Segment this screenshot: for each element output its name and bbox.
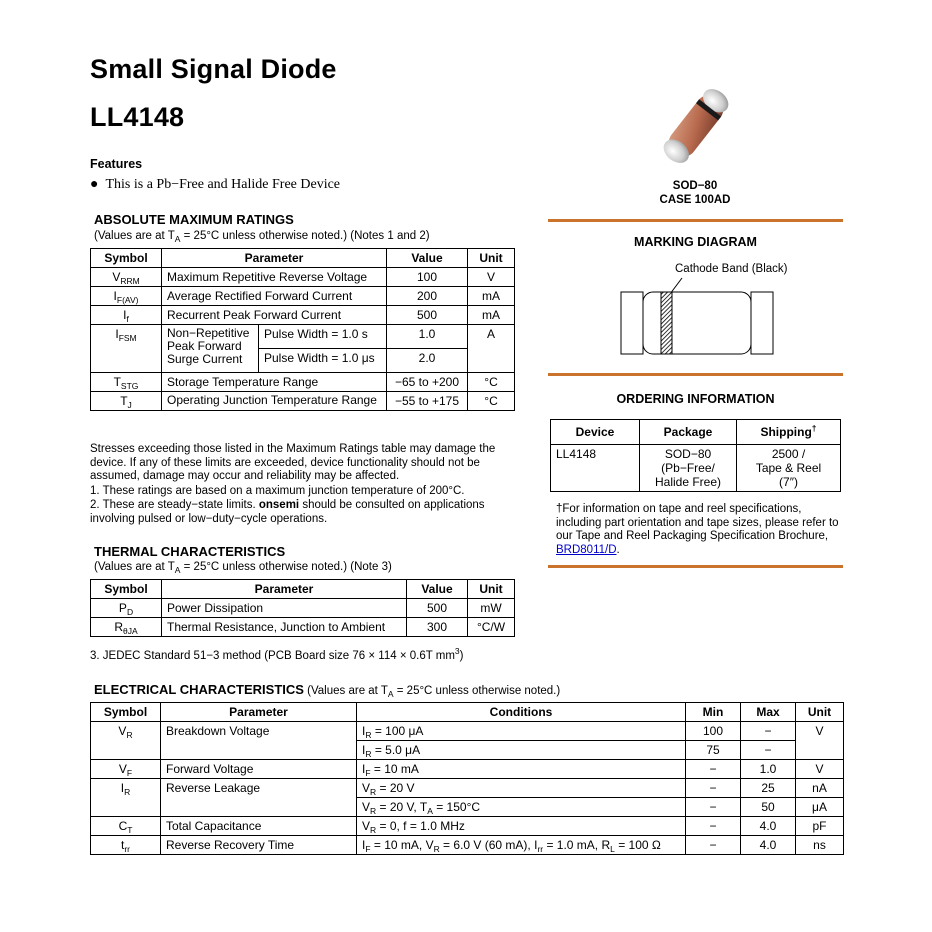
table-row: $P_D$ Power Dissipation 500 mW xyxy=(91,599,515,618)
features-heading: Features xyxy=(90,157,143,171)
thermal-title: THERMAL CHARACTERISTICS xyxy=(94,544,286,559)
table-row: $V_R$ Breakdown Voltage $I_R = 100$ μA 100 − V xyxy=(91,722,844,741)
divider xyxy=(548,565,843,568)
table-row: $t_{rr}$ Reverse Recovery Time $I_F = 10$ mA, $V_R = 6.0$ V (60 mA), $I_{rr} = 1.0$ mA, $R_L = 100$ Ω − 4.0 ns xyxy=(91,836,844,855)
table-row: LL4148 SOD−80 (Pb−Free/ Halide Free) 2500 / Tape & Reel (7″) xyxy=(551,445,841,492)
table-row: $I_{FSM}$ Non−Repetitive Peak Forward Surge Current Pulse Width = 1.0 s 1.0 A xyxy=(91,325,515,349)
table-row: $I_f$ Recurrent Peak Forward Current 500 mA xyxy=(91,306,515,325)
package-caption: SOD−80 CASE 100AD xyxy=(659,180,731,206)
marking-title: MARKING DIAGRAM xyxy=(634,235,757,249)
table-row: $R_{\theta JA}$ Thermal Resistance, Junction to Ambient 300 °C/W xyxy=(91,618,515,637)
table-row: $V_F$ Forward Voltage $I_F = 10$ mA − 1.0 V xyxy=(91,760,844,779)
table-row: $I_R$ Reverse Leakage $V_R = 20$ V − 25 nA xyxy=(91,779,844,798)
divider xyxy=(548,219,843,222)
table-row: $V_{RRM}$ Maximum Repetitive Reverse Voltage 100 V xyxy=(91,268,515,287)
page-title: Small Signal Diode xyxy=(90,54,337,84)
sod80-package-image xyxy=(648,88,744,164)
ordering-table: Device Package Shipping† LL4148 SOD−80 (Pb−Free/ Halide Free) 2500 / Tape & Reel (7″) xyxy=(550,419,841,492)
stress-note: Stresses exceeding those listed in the Maximum Ratings table may damage the device. If any of these limits are exceeded, device functionality should not be assumed, damage may occur and reliability may be affected. xyxy=(90,443,496,482)
table-row: $T_J$ Operating Junction Temperature Range −55 to +175 °C xyxy=(91,392,515,411)
electrical-title: ELECTRICAL CHARACTERISTICS (Values are at $T_A = 25^\circ C$ unless otherwise noted.) xyxy=(94,682,561,699)
part-number: LL4148 xyxy=(90,102,185,132)
thermal-table: Symbol Parameter Value Unit $P_D$ Power Dissipation 500 mW $R_{\theta JA}$ Thermal Resistance, Junction to Ambient 300 °C/W xyxy=(90,579,515,637)
table-row: $T_{STG}$ Storage Temperature Range −65 to +200 °C xyxy=(91,373,515,392)
table-row: Pulse Width = 1.0 μs 2.0 xyxy=(91,349,515,373)
amr-title: ABSOLUTE MAXIMUM RATINGS xyxy=(94,212,294,227)
note-3: 3. JEDEC Standard 51−3 method (PCB Board size 76 × 114 × 0.6T $mm^3$) xyxy=(90,646,464,662)
note-1: 1. These ratings are based on a maximum junction temperature of 200°C. xyxy=(90,485,465,497)
table-row: $I_{F(AV)}$ Average Rectified Forward Current 200 mA xyxy=(91,287,515,306)
note-2: 2. These are steady−state limits. onsemi should be consulted on applications involving pulsed or low−duty−cycle operations. xyxy=(90,499,485,525)
table-row: $C_T$ Total Capacitance $V_R = 0$, f = 1.0 MHz − 4.0 pF xyxy=(91,817,844,836)
divider xyxy=(548,373,843,376)
cathode-label: Cathode Band (Black) xyxy=(675,263,788,275)
col-header: Symbol xyxy=(91,249,162,268)
table-row: $V_R = 20$ V, $T_A = 150^\circ C$ − 50 μA xyxy=(91,798,844,817)
amr-table xyxy=(90,248,515,411)
feature-item: ● This is a Pb−Free and Halide Free Device xyxy=(90,177,341,192)
table-row: $I_R = 5.0$ μA 75 − xyxy=(91,741,844,760)
thermal-subtitle: (Values are at $T_A = 25^\circ C$ unless otherwise noted.) (Note 3) xyxy=(94,561,392,575)
amr-subtitle: (Values are at $T_A = 25^\circ C$ unless otherwise noted.) (Notes 1 and 2) xyxy=(94,230,430,244)
col-header: Value xyxy=(387,249,468,268)
marking-diagram xyxy=(615,272,781,360)
col-header: Unit xyxy=(468,249,515,268)
ordering-footnote: †For information on tape and reel specifications, including part orientation and tape sizes, please refer to our Tape and Reel Packaging Specification Brochure, BRD8011/D. xyxy=(556,503,839,556)
electrical-table: Symbol Parameter Conditions Min Max Unit $V_R$ Breakdown Voltage $I_R = 100$ μA 100 − V $I_R = 5.0$ μA 75 − $V_F$ Forward Voltage $I_F = 10$ mA − 1.0 V $I_R$ Reverse Leakage $V_R = 20$ V − 25 nA $V_R = 20$ V, $T_A = 150^\circ C$ − 50 μA $C_T$ Total Capacitance $V_R = 0$, f = 1.0 MHz − 4.0 pF $t_{rr}$ Reverse Recovery Time $I_F = 10$ mA, $V_R = 6.0$ V (60 mA), $I_{rr} = 1.0$ mA, $R_L = 100$ Ω − 4.0 ns xyxy=(90,702,844,855)
ordering-title: ORDERING INFORMATION xyxy=(616,392,775,406)
brochure-link[interactable]: BRD8011/D xyxy=(556,543,617,556)
col-header: Parameter xyxy=(162,249,387,268)
